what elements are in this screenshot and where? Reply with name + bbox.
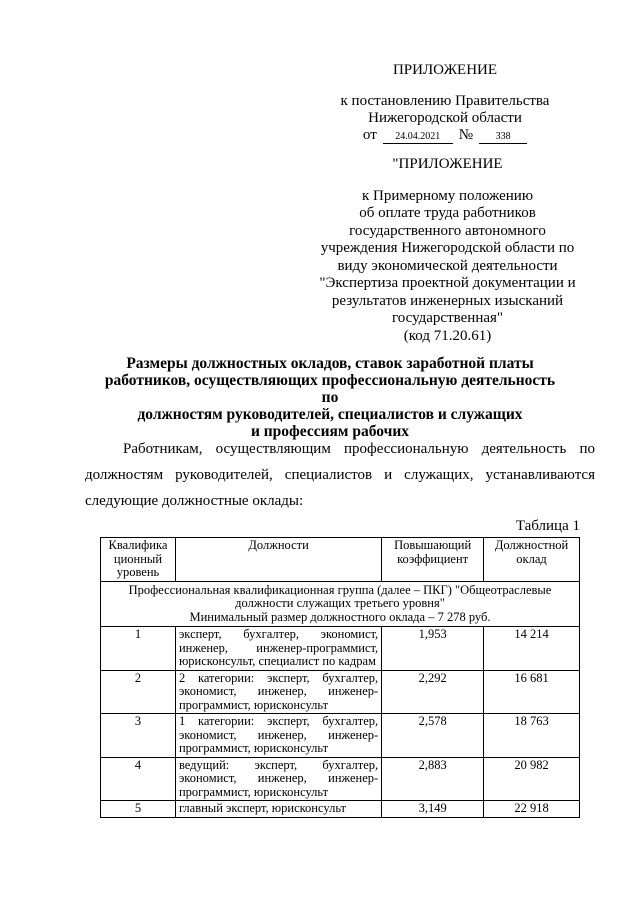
appendix-title: ПРИЛОЖЕНИЕ: [392, 62, 498, 78]
cell-level: 1: [101, 627, 176, 671]
group-cell: [101, 581, 580, 627]
cell-position: главный эксперт, юрисконсульт: [175, 801, 381, 818]
cell-coefficient: 2,292: [382, 670, 484, 714]
appendix2-line: государственного автономного: [349, 222, 546, 239]
table-row: [101, 627, 580, 671]
appendix2-title: "ПРИЛОЖЕНИЕ: [392, 156, 503, 172]
cell-level: 4: [101, 757, 176, 801]
cell-coefficient: 2,883: [382, 757, 484, 801]
header-salary: Должностной оклад: [484, 538, 580, 582]
cell-coefficient: 1,953: [382, 627, 484, 671]
header-level: Квалифика ционный уровень: [101, 538, 176, 582]
appendix2-line: об оплате труда работников: [359, 205, 536, 221]
heading-line: Размеры должностных окладов, ставок заработной платы: [126, 355, 534, 372]
cell-position: эксперт, бухгалтер, экономист, инженер, инженер-программист, юрисконсульт, специалист по кадрам: [175, 627, 381, 671]
heading-line: и профессиям рабочих: [250, 423, 410, 440]
cell-salary: 22 918: [484, 801, 580, 818]
appendix2-line: результатов инженерных изысканий: [331, 292, 564, 309]
appendix2-line: государственная": [391, 310, 504, 326]
cell-salary: 18 763: [484, 714, 580, 758]
cell-position: ведущий: эксперт, бухгалтер, экономист, инженер, инженер-программист, юрисконсульт: [175, 757, 381, 801]
cell-position: 2 категории: эксперт, бухгалтер, экономист, инженер, инженер-программист, юрисконсульт: [175, 670, 381, 714]
table-header-row: [101, 538, 580, 582]
appendix-number: 338: [479, 131, 527, 144]
cell-coefficient: 3,149: [382, 801, 484, 818]
header-position: Должности: [175, 538, 381, 582]
appendix2-line: (код 71.20.61): [403, 327, 492, 344]
appendix2-line: учреждения Нижегородской области по: [320, 240, 575, 256]
table-group-row: [101, 581, 580, 627]
cell-salary: 16 681: [484, 670, 580, 714]
table-row: [101, 757, 580, 801]
appendix-line: Нижегородской области: [368, 110, 522, 126]
appendix-dateline: [330, 127, 560, 144]
table-row: [101, 801, 580, 818]
appendix-date: 24.04.2021: [383, 131, 453, 144]
heading-line: работников, осуществляющих профессиональную деятельность по: [104, 372, 556, 406]
group-title: Профессиональная квалификационная группа (далее – ПКГ) "Общеотраслевые должности служащих третьего уровня": [128, 582, 552, 610]
date-prefix: от: [362, 127, 377, 143]
table-row: [101, 714, 580, 758]
appendix2-header: [300, 156, 595, 345]
appendix-line: к постановлению Правительства: [340, 93, 550, 109]
table-label: Таблица 1: [515, 518, 580, 534]
cell-level: 3: [101, 714, 176, 758]
group-min-salary: Минимальный размер должностного оклада – 7 278 руб.: [189, 609, 491, 624]
document-heading: [95, 355, 565, 440]
number-prefix: №: [458, 127, 474, 143]
appendix2-line: виду экономической деятельности: [337, 257, 558, 274]
appendix-header: [330, 62, 560, 144]
header-coefficient: Повышающий коэффициент: [382, 538, 484, 582]
appendix2-line: к Примерному положению: [361, 187, 534, 204]
cell-level: 2: [101, 670, 176, 714]
cell-salary: 14 214: [484, 627, 580, 671]
table-row: [101, 670, 580, 714]
body-paragraph: Работникам, осуществляющим профессиональную деятельность по должностям руководителей, специалистов и служащих, устанавливаются следующие должностные оклады:: [85, 441, 595, 509]
cell-position: 1 категории: эксперт, бухгалтер, экономист, инженер, инженер-программист, юрисконсульт: [175, 714, 381, 758]
cell-coefficient: 2,578: [382, 714, 484, 758]
heading-line: должностям руководителей, специалистов и служащих: [137, 406, 523, 423]
appendix2-line: "Экспертиза проектной документации и: [319, 275, 576, 291]
salary-table: [100, 537, 580, 818]
cell-level: 5: [101, 801, 176, 818]
cell-salary: 20 982: [484, 757, 580, 801]
